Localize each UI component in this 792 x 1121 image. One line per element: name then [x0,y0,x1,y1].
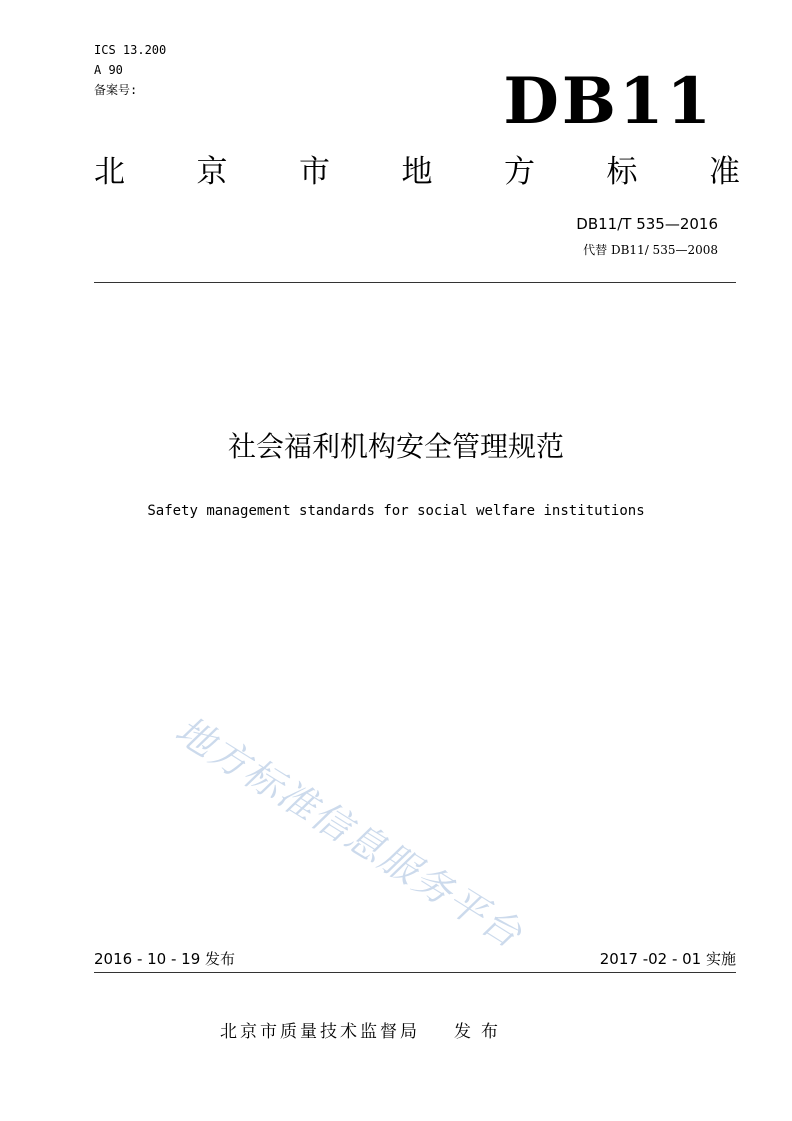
db11-logo: DB11 [503,64,714,139]
top-divider [94,282,736,283]
watermark: 地方标准信息服务平台 [167,707,531,957]
standard-type-char: 标 [606,154,638,190]
date-row [94,946,736,973]
publisher-line [220,1020,508,1044]
standard-type-char: 北 [94,154,125,190]
standard-type-char: 京 [196,154,228,190]
ccs-code: A 90 [94,63,123,77]
publish-label: 发布 [454,1022,508,1042]
document-title-english: Safety management standards for social welfare institutions [147,503,645,519]
standard-number: DB11/T 535—2016 [576,215,718,233]
standard-type-char: 方 [504,154,535,190]
replaces-standard: 代替 DB11/ 535—2008 [583,243,718,257]
standard-type-char: 准 [709,154,740,190]
record-number-label: 备案号: [94,83,138,97]
standard-type-char: 地 [401,154,433,190]
standard-type-heading [94,150,740,194]
issue-date: 2016 - 10 - 19 发布 [94,950,236,968]
implementation-date: 2017 -02 - 01 实施 [599,950,736,968]
document-title-chinese: 社会福利机构安全管理规范 [227,430,564,463]
ics-code: ICS 13.200 [94,43,167,57]
publisher-name: 北京市质量技术监督局 [220,1022,420,1042]
classification-block [94,40,166,100]
standard-type-char: 市 [299,154,330,190]
